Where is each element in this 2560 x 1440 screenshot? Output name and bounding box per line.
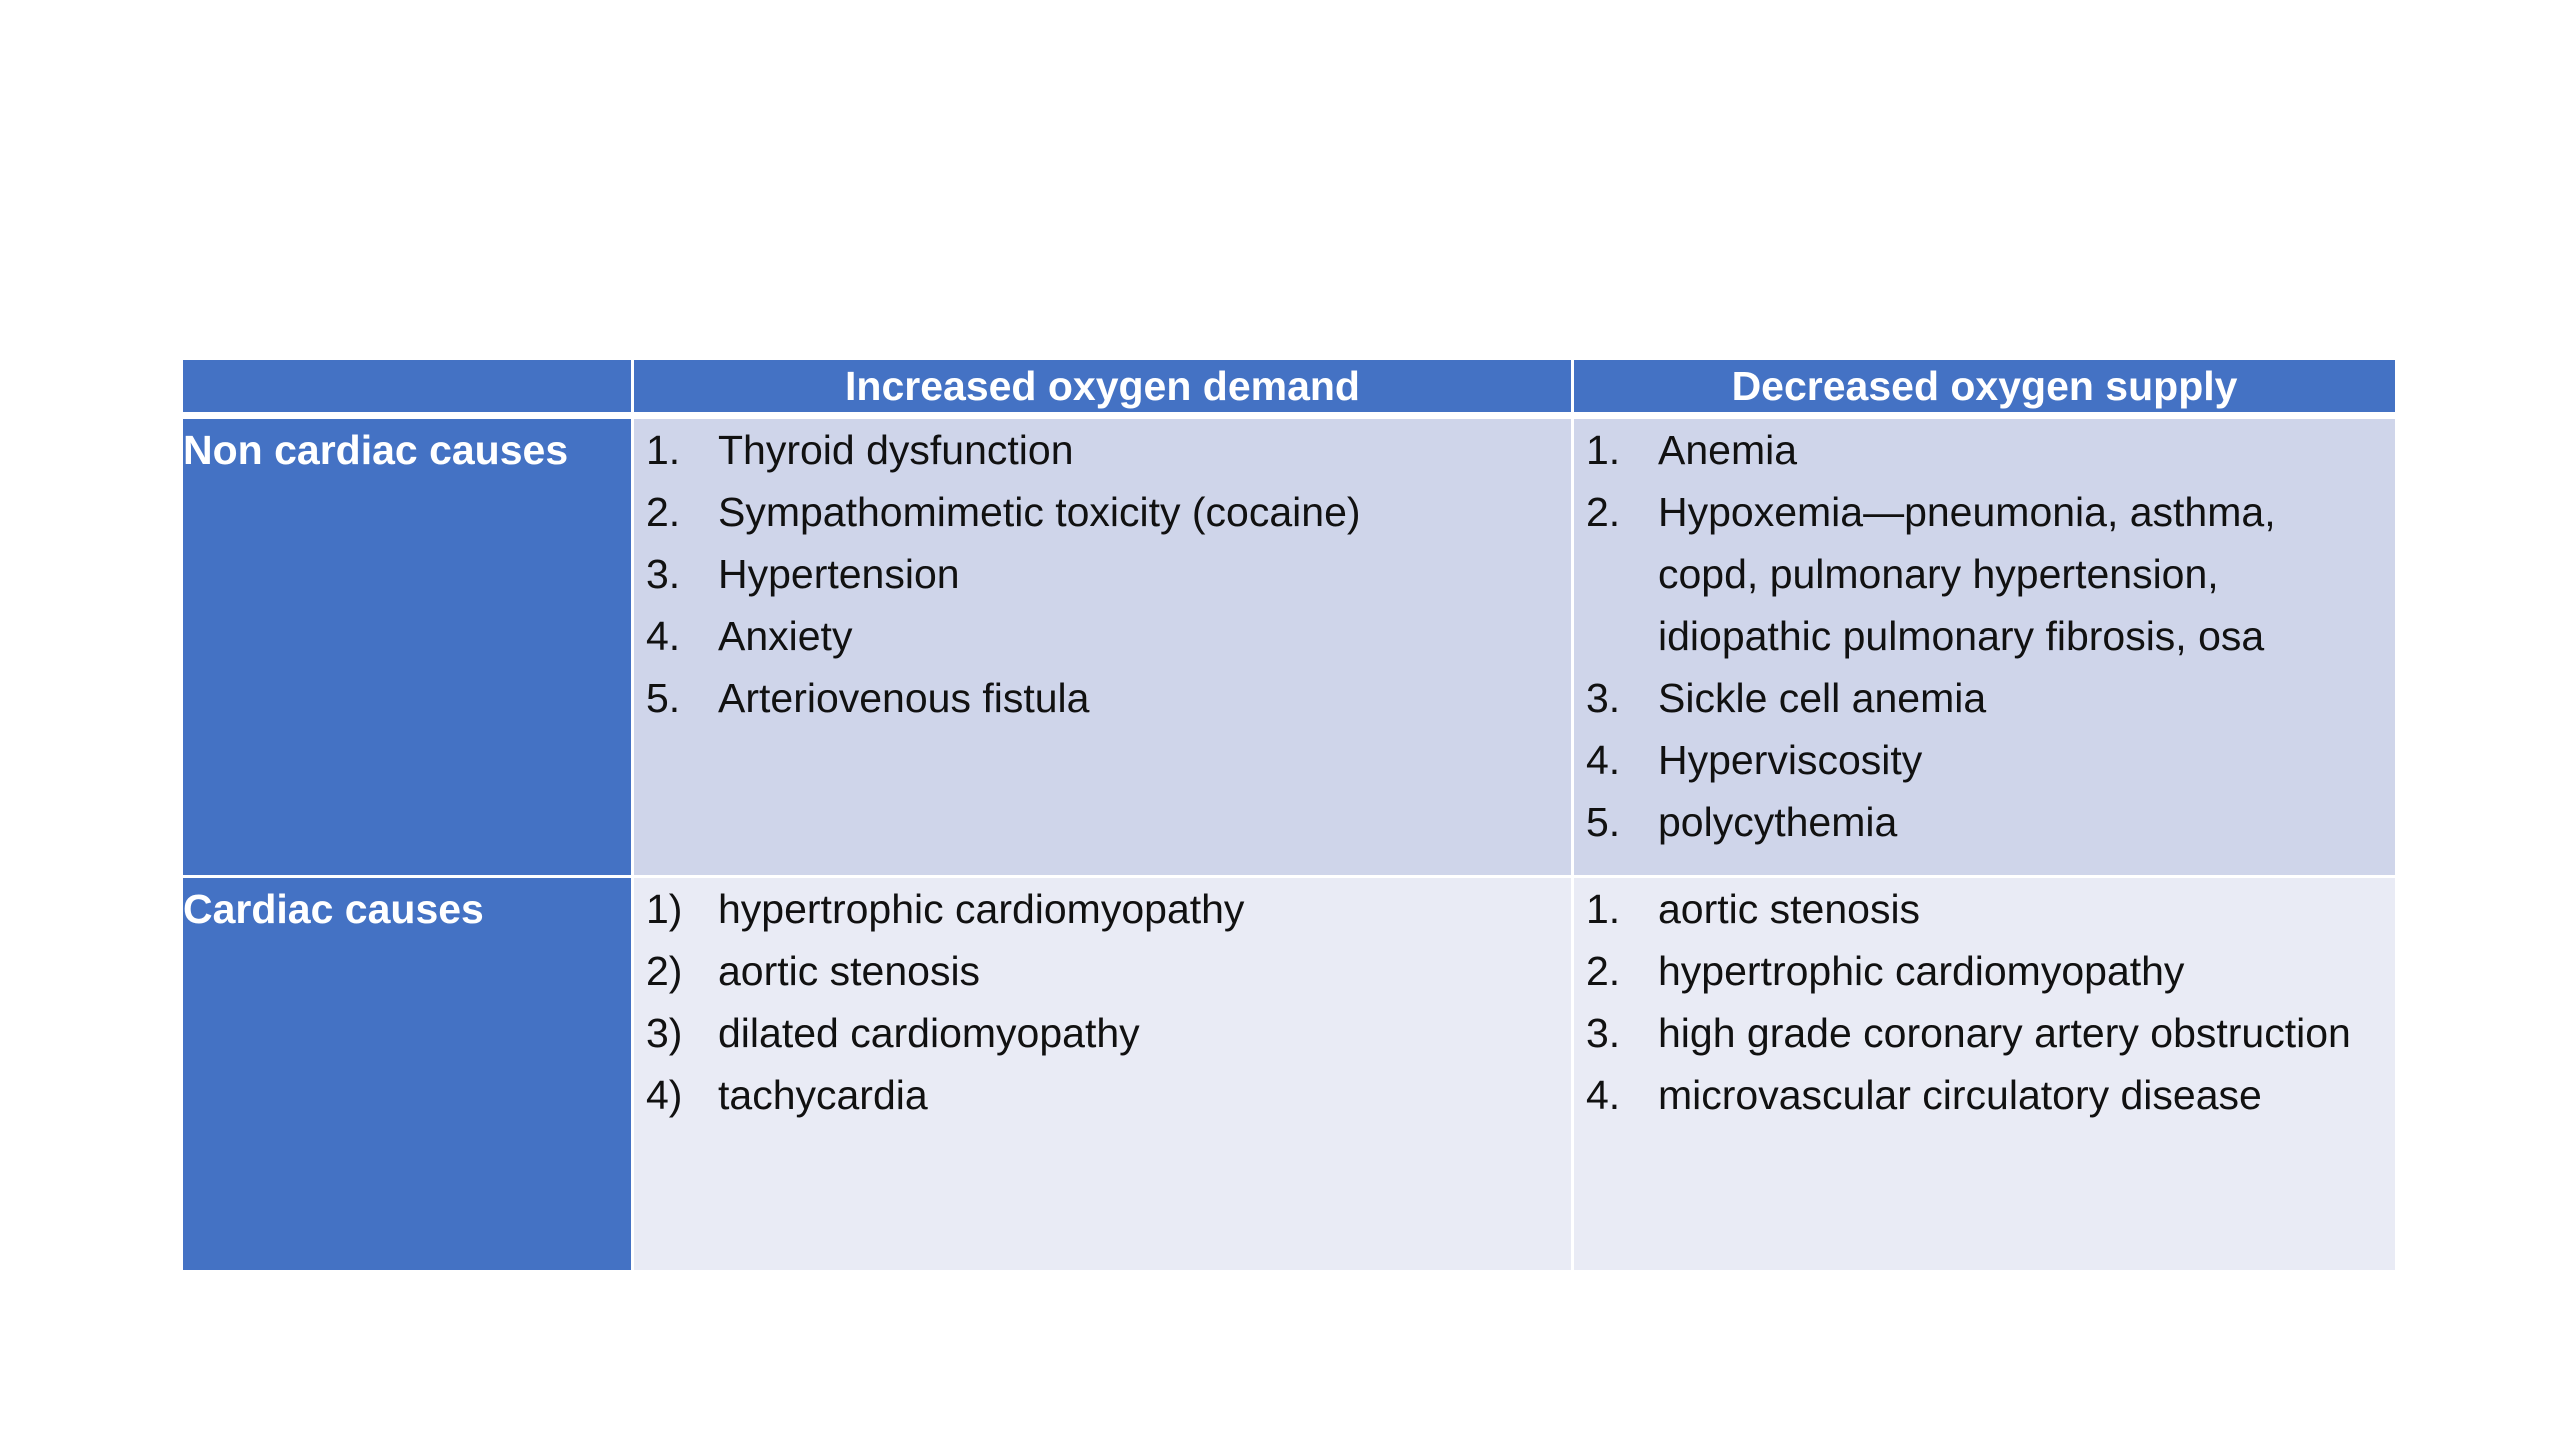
list-item-number: 2.	[646, 489, 681, 535]
list-item	[1586, 791, 2385, 853]
list-item-number: 2.	[1586, 489, 1621, 535]
list-item-text: tachycardia	[718, 1072, 928, 1118]
list-item	[1586, 1064, 2385, 1126]
table-row-non-cardiac	[182, 416, 2397, 877]
list-item-text: hypertrophic cardiomyopathy	[718, 886, 1245, 932]
list-item-text: Sympathomimetic toxicity (cocaine)	[718, 489, 1361, 535]
list-cardiac-supply	[1574, 878, 2395, 1126]
list-item-number: 4.	[646, 613, 681, 659]
header-decreased-oxygen-supply: Decreased oxygen supply	[1573, 359, 2397, 416]
list-item	[646, 940, 1561, 1002]
list-item-number: 3)	[646, 1010, 683, 1056]
list-item	[646, 878, 1561, 940]
list-item-number: 2)	[646, 948, 683, 994]
cell-non-cardiac-demand	[633, 416, 1573, 877]
list-item-text: hypertrophic cardiomyopathy	[1658, 948, 2185, 994]
row-label-cardiac: Cardiac causes	[182, 877, 633, 1272]
list-non-cardiac-demand	[634, 419, 1571, 729]
list-item	[646, 481, 1561, 543]
list-item	[1586, 729, 2385, 791]
list-item-text: Thyroid dysfunction	[718, 427, 1074, 473]
list-item	[1586, 878, 2385, 940]
list-item-number: 1.	[1586, 886, 1621, 932]
list-item	[646, 605, 1561, 667]
list-item-number: 4)	[646, 1072, 683, 1118]
list-item-number: 3.	[1586, 1010, 1621, 1056]
list-item	[1586, 667, 2385, 729]
list-item-text: Arteriovenous fistula	[718, 675, 1090, 721]
cell-cardiac-supply	[1573, 877, 2397, 1272]
list-item-number: 1.	[646, 427, 681, 473]
list-item-text: Hypoxemia—pneumonia, asthma, copd, pulmonary hypertension, idiopathic pulmonary fibrosis, osa	[1658, 489, 2276, 659]
list-item-text: dilated cardiomyopathy	[718, 1010, 1140, 1056]
list-item-text: Hypertension	[718, 551, 960, 597]
table-row-cardiac	[182, 877, 2397, 1272]
list-item	[1586, 940, 2385, 1002]
row-label-non-cardiac: Non cardiac causes	[182, 416, 633, 877]
list-item-number: 5.	[646, 675, 681, 721]
list-item-number: 3.	[1586, 675, 1621, 721]
table-header-row	[182, 359, 2397, 416]
list-item	[1586, 481, 2385, 667]
list-cardiac-demand	[634, 878, 1571, 1126]
list-item-number: 2.	[1586, 948, 1621, 994]
list-item-text: Sickle cell anemia	[1658, 675, 1987, 721]
header-increased-oxygen-demand: Increased oxygen demand	[633, 359, 1573, 416]
list-item	[646, 419, 1561, 481]
list-item	[646, 667, 1561, 729]
list-item-number: 4.	[1586, 1072, 1621, 1118]
list-item-number: 5.	[1586, 799, 1621, 845]
list-item-text: aortic stenosis	[718, 948, 981, 994]
list-item-text: Anemia	[1658, 427, 1798, 473]
list-item	[1586, 419, 2385, 481]
cell-non-cardiac-supply	[1573, 416, 2397, 877]
list-item-number: 4.	[1586, 737, 1621, 783]
list-item	[646, 543, 1561, 605]
list-item-number: 3.	[646, 551, 681, 597]
list-item-text: polycythemia	[1658, 799, 1898, 845]
list-item	[646, 1064, 1561, 1126]
list-item-text: aortic stenosis	[1658, 886, 1921, 932]
list-item-number: 1.	[1586, 427, 1621, 473]
list-item	[646, 1002, 1561, 1064]
causes-table	[180, 357, 2398, 1273]
list-item-text: Anxiety	[718, 613, 853, 659]
list-item	[1586, 1002, 2385, 1064]
list-item-text: microvascular circulatory disease	[1658, 1072, 2262, 1118]
list-non-cardiac-supply	[1574, 419, 2395, 853]
cell-cardiac-demand	[633, 877, 1573, 1272]
list-item-number: 1)	[646, 886, 683, 932]
list-item-text: high grade coronary artery obstruction	[1658, 1010, 2351, 1056]
header-corner-cell	[182, 359, 633, 416]
list-item-text: Hyperviscosity	[1658, 737, 1923, 783]
